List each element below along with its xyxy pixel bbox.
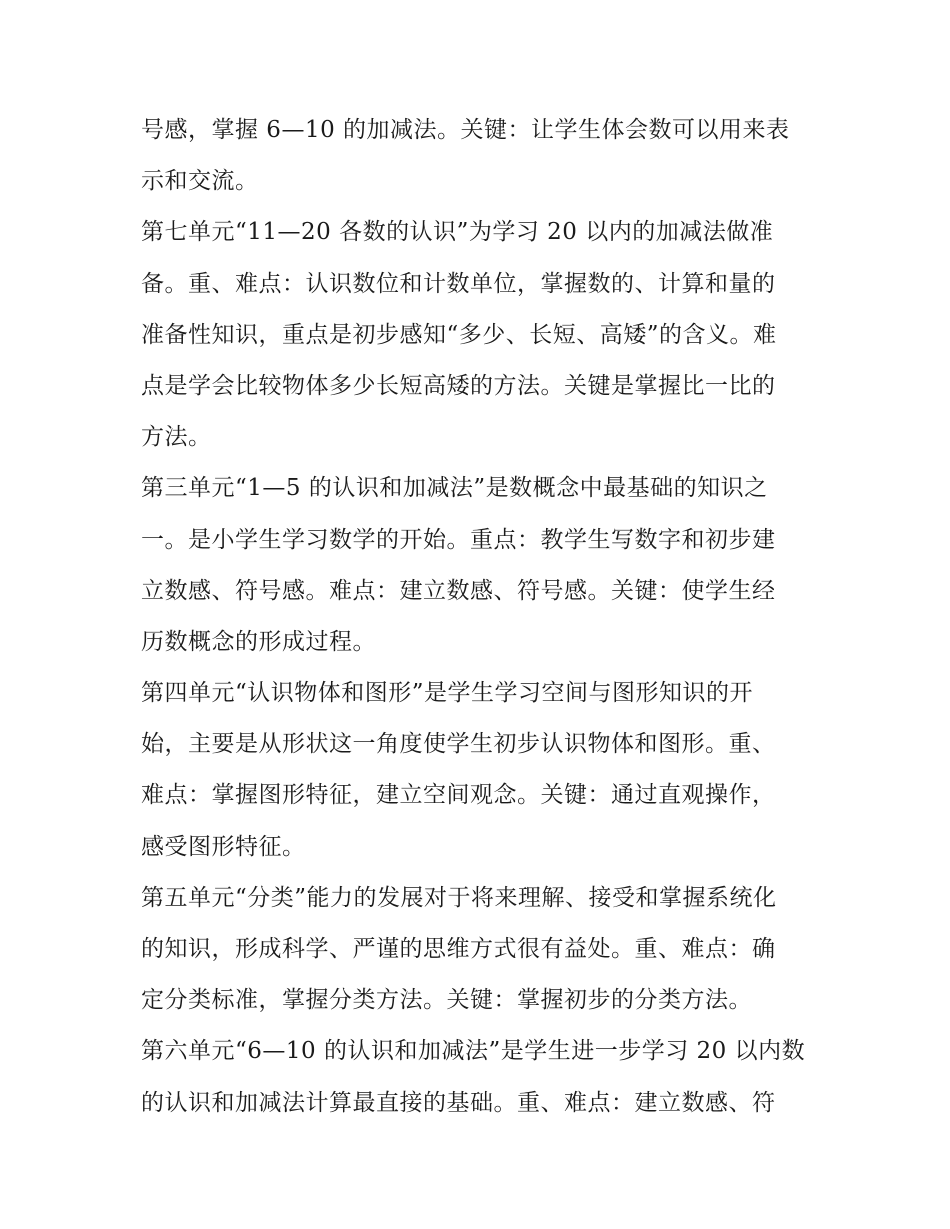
text-line: 点是学会比较物体多少长短高矮的方法。关键是掌握比一比的 — [141, 372, 776, 399]
text-line: 第三单元“1—5 的认识和加减法”是数概念中最基础的知识之 — [141, 475, 768, 502]
text-line: 历数概念的形成过程。 — [141, 628, 376, 655]
text-line: 备。重、难点：认识数位和计数单位，掌握数的、计算和量的 — [141, 270, 776, 297]
text-line: 号感，掌握 6—10 的加减法。关键：让学生体会数可以用来表 — [141, 117, 790, 143]
text-line: 第七单元“11—20 各数的认识”为学习 20 以内的加减法做准 — [141, 219, 774, 246]
text-line: 第五单元“分类”能力的发展对于将来理解、接受和掌握系统化 — [141, 884, 777, 911]
text-line: 第四单元“认识物体和图形”是学生学习空间与图形知识的开 — [141, 680, 754, 707]
text-line: 准备性知识，重点是初步感知“多少、长短、高矮”的含义。难 — [141, 321, 777, 348]
text-line: 立数感、符号感。难点：建立数感、符号感。关键：使学生经 — [141, 577, 776, 604]
document-body — [141, 105, 813, 1129]
text-line: 感受图形特征。 — [141, 833, 306, 860]
text-line: 难点：掌握图形特征，建立空间观念。关键：通过直观操作， — [141, 782, 776, 809]
text-line: 的知识，形成科学、严谨的思维方式很有益处。重、难点：确 — [141, 936, 776, 962]
text-line: 定分类标准，掌握分类方法。关键：掌握初步的分类方法。 — [141, 987, 752, 1014]
text-line: 一。是小学生学习数学的开始。重点：教学生写数字和初步建 — [141, 526, 776, 553]
text-line: 第六单元“6—10 的认识和加减法”是学生进一步学习 20 以内数 — [141, 1038, 806, 1065]
text-line: 始，主要是从形状这一角度使学生初步认识物体和图形。重、 — [141, 731, 776, 758]
text-line: 示和交流。 — [141, 168, 259, 195]
text-line: 方法。 — [141, 424, 212, 451]
text-line: 的认识和加减法计算最直接的基础。重、难点：建立数感、符 — [141, 1089, 776, 1116]
